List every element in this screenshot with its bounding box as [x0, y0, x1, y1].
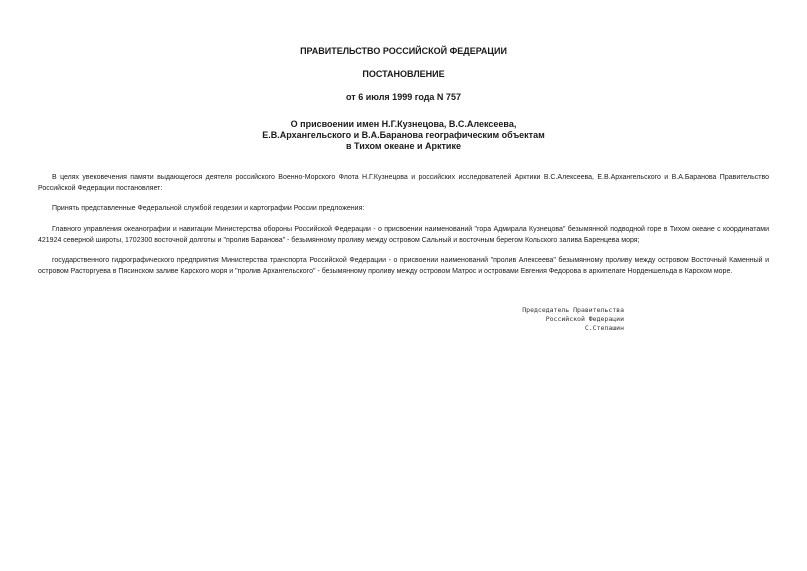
- item-paragraph: Главного управления океанографии и навигации Министерства обороны Российской Федерации - о присвоении наименований "гора Адмирала Кузнецова" безымянной подводной горе в Тихом океане с координатами 421924 северной широты, 1702300 восточной долготы и "пролив Баранова" - безымянному проливу между островом Сальный и восточным берегом Кольского залива Баренцева моря;: [38, 226, 769, 244]
- document-date-number: от 6 июля 1999 года N 757: [346, 92, 461, 102]
- item-paragraph: государственного гидрографического предприятия Министерства транспорта Российской Федерации - о присвоении наименований "пролив Алексеева" безымянному проливу между островом Восточный Каменный и островом Расторгуева в Пясинском заливе Карского моря и "пролив Архангельского" - безымянному проливу между островом Матрос и островами Евгения Федорова в архипелаге Норденшельда в Карском море.: [38, 257, 769, 275]
- document-type-heading: ПОСТАНОВЛЕНИЕ: [362, 69, 445, 79]
- signature-organization: Российской Федерации: [545, 315, 624, 323]
- title-line: О присвоении имен Н.Г.Кузнецова, В.С.Алексеева,: [290, 119, 517, 129]
- document-title: [0, 119, 807, 152]
- accept-paragraph: Принять представленные Федеральной службой геодезии и картографии России предложения:: [52, 205, 365, 212]
- signature-name: С.Степашин: [584, 324, 624, 332]
- preamble-paragraph: В целях увековечения памяти выдающегося деятеля российского Военно-Морского Флота Н.Г.Кузнецова и российских исследователей Арктики В.С.Алексеева, Е.В.Архангельского и В.А.Баранова Правительство Российской Федерации постановляет:: [38, 174, 769, 192]
- title-line: Е.В.Архангельского и В.А.Баранова географическим объектам: [262, 130, 545, 140]
- government-heading: ПРАВИТЕЛЬСТВО РОССИЙСКОЙ ФЕДЕРАЦИИ: [300, 46, 507, 56]
- signature-block: [522, 306, 624, 333]
- signature-position: Председатель Правительства: [522, 306, 624, 314]
- title-line: в Тихом океане и Арктике: [346, 141, 461, 151]
